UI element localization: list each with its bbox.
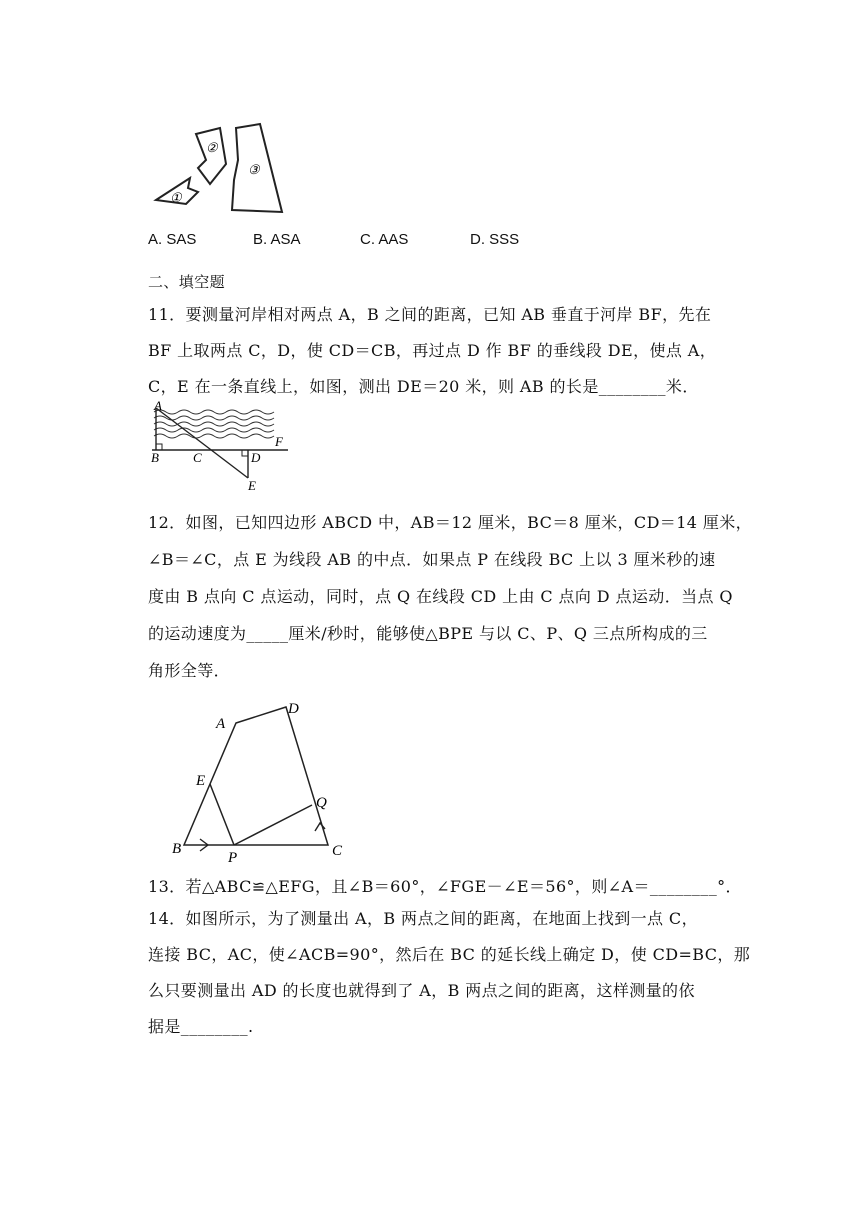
right-angle-d (242, 450, 248, 456)
label-e: E (248, 478, 256, 493)
label-e: E (196, 773, 206, 789)
option-b: B. ASA (253, 231, 301, 248)
section-title: 二、填空题 (148, 273, 226, 291)
segment-ep (210, 784, 234, 845)
q12-line-2: ∠B＝∠C，点 E 为线段 AB 的中点．如果点 P 在线段 BC 上以 3 厘米秒的速 (148, 550, 716, 569)
q14-line-4: 据是________. (148, 1017, 254, 1036)
shard-label-2: ② (206, 140, 218, 155)
label-q: Q (316, 795, 327, 811)
river-figure (148, 398, 293, 496)
q12-line-1: 12．如图，已知四边形 ABCD 中，AB＝12 厘米，BC＝8 厘米，CD＝14 厘米， (148, 513, 753, 532)
label-c: C (332, 843, 343, 859)
label-b: B (172, 841, 182, 857)
shard-label-1: ① (170, 190, 182, 205)
q11-line-3: C，E 在一条直线上，如图，测出 DE＝20 米，则 AB 的长是________米． (148, 377, 699, 396)
q14-line-2: 连接 BC，AC，使∠ACB=90°，然后在 BC 的延长线上确定 D，使 CD=BC，那 (148, 945, 751, 964)
label-p: P (228, 850, 238, 866)
label-d: D (288, 701, 299, 717)
label-b: B (151, 450, 159, 465)
q14-line-1: 14．如图所示，为了测量出 A，B 两点之间的距离，在地面上找到一点 C， (148, 909, 698, 928)
q12-line-4: 的运动速度为_____厘米/秒时，能够使△BPE 与以 C、P、Q 三点所构成的三 (148, 624, 708, 643)
label-a: A (216, 716, 226, 732)
label-d: D (251, 450, 261, 465)
shard-label-3: ③ (248, 162, 260, 177)
quadrilateral-figure (168, 695, 358, 867)
q12-line-3: 度由 B 点向 C 点运动，同时，点 Q 在线段 CD 上由 C 点向 D 点运动．当点 Q (148, 587, 733, 606)
river-waves (154, 410, 274, 438)
quad-abcd (184, 707, 328, 845)
option-a: A. SAS (148, 231, 197, 248)
label-a: A (154, 398, 162, 413)
option-d: D. SSS (470, 231, 520, 248)
option-c: C. AAS (360, 231, 409, 248)
label-c: C (193, 450, 202, 465)
label-f: F (275, 434, 283, 449)
q14-line-3: 么只要测量出 AD 的长度也就得到了 A，B 两点之间的距离，这样测量的依 (148, 981, 695, 1000)
q13-text: 13．若△ABC≌△EFG，且∠B＝60°，∠FGE－∠E＝56°，则∠A＝________°． (148, 877, 742, 896)
shard-2 (196, 128, 226, 184)
shards-figure (150, 120, 290, 220)
q12-line-5: 角形全等． (148, 661, 231, 680)
q11-line-1: 11．要测量河岸相对两点 A，B 之间的距离，已知 AB 垂直于河岸 BF，先在 (148, 305, 712, 324)
q11-line-2: BF 上取两点 C，D，使 CD＝CB，再过点 D 作 BF 的垂线段 DE，使点 A， (148, 341, 717, 360)
segment-pq (234, 805, 312, 845)
